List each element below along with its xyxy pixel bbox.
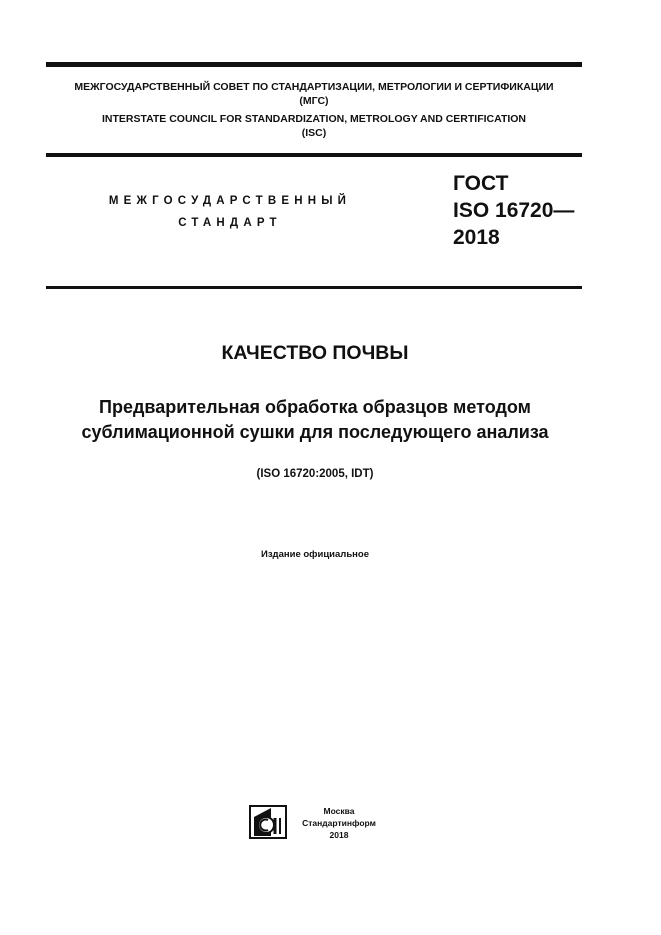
council-ru-name: МЕЖГОСУДАРСТВЕННЫЙ СОВЕТ ПО СТАНДАРТИЗАЦИИ, МЕТРОЛОГИИ И СЕРТИФИКАЦИИ (74, 81, 554, 93)
council-ru (46, 80, 582, 108)
gost-designation (453, 170, 574, 251)
standard-kind-line2: СТАНДАРТ (178, 217, 282, 229)
publisher-year: 2018 (329, 830, 349, 840)
subtitle-line2: сублимационной сушки для последующего анализа (81, 422, 549, 442)
council-ru-abbr: (МГС) (299, 95, 329, 107)
edition-label: Издание официальное (261, 549, 369, 560)
publisher-city: Москва (323, 806, 355, 816)
gost-line3: 2018 (453, 226, 500, 249)
document-subtitle (0, 395, 630, 445)
publisher-name: Стандартинформ (302, 818, 376, 828)
top-rule (46, 62, 582, 67)
gost-line2: ISO 16720— (453, 199, 575, 222)
subtitle-line1: Предварительная обработка образцов методом (99, 397, 531, 417)
standartinform-logo-icon (249, 805, 287, 839)
bottom-rule (46, 286, 582, 289)
standard-kind (80, 190, 380, 234)
middle-rule (46, 153, 582, 157)
council-en (46, 112, 582, 140)
standard-kind-line1: МЕЖГОСУДАРСТВЕННЫЙ (108, 195, 352, 207)
publisher-info (293, 805, 385, 841)
document-title: КАЧЕСТВО ПОЧВЫ (221, 342, 409, 364)
council-en-name: INTERSTATE COUNCIL FOR STANDARDIZATION, METROLOGY AND CERTIFICATION (101, 113, 527, 125)
iso-reference: (ISO 16720:2005, IDT) (256, 468, 374, 480)
gost-line1: ГОСТ (453, 172, 509, 195)
council-en-abbr: (ISC) (301, 127, 327, 139)
